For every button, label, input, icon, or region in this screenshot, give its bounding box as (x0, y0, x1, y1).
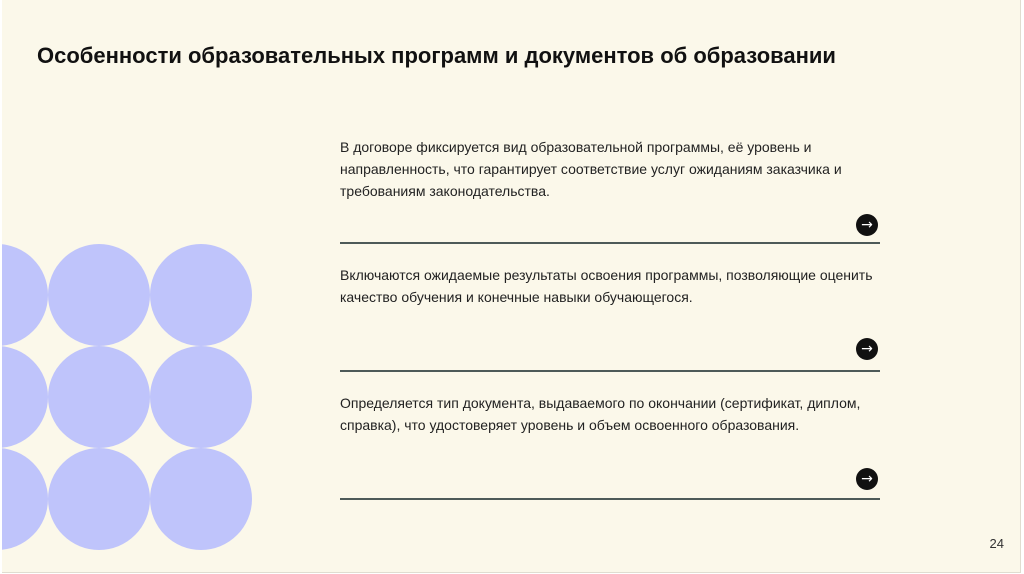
slide-title: Особенности образовательных программ и документов об образовании (37, 43, 836, 68)
decor-circle (2, 244, 48, 346)
decor-circle (48, 244, 150, 346)
decor-circle (150, 346, 252, 448)
slide (2, 0, 1021, 573)
decor-circle (2, 346, 48, 448)
arrow-right-icon[interactable]: → (856, 338, 878, 360)
content-item-3 (340, 392, 880, 504)
divider-line (340, 498, 880, 500)
divider-line (340, 370, 880, 372)
content-item-2 (340, 264, 880, 376)
page-number: 24 (989, 536, 1004, 551)
decor-circle (150, 448, 252, 550)
arrow-right-icon[interactable]: → (856, 468, 878, 490)
decor-circle (2, 448, 48, 550)
item-text: В договоре фиксируется вид образовательной программы, её уровень и направленность, что гарантирует соответствие услуг ожиданиям заказчика и требованиям законодательства. (340, 139, 842, 199)
item-text: Включаются ожидаемые результаты освоения программы, позволяющие оценить качество обучения и конечные навыки обучающегося. (340, 267, 873, 305)
arrow-right-icon[interactable]: → (856, 214, 878, 236)
decor-circle (150, 244, 252, 346)
item-text: Определяется тип документа, выдаваемого по окончании (сертификат, диплом, справка), что удостоверяет уровень и объем освоенного образования. (340, 395, 861, 433)
decor-circle (48, 448, 150, 550)
content-item-1 (340, 136, 880, 248)
decor-circle (48, 346, 150, 448)
divider-line (340, 242, 880, 244)
